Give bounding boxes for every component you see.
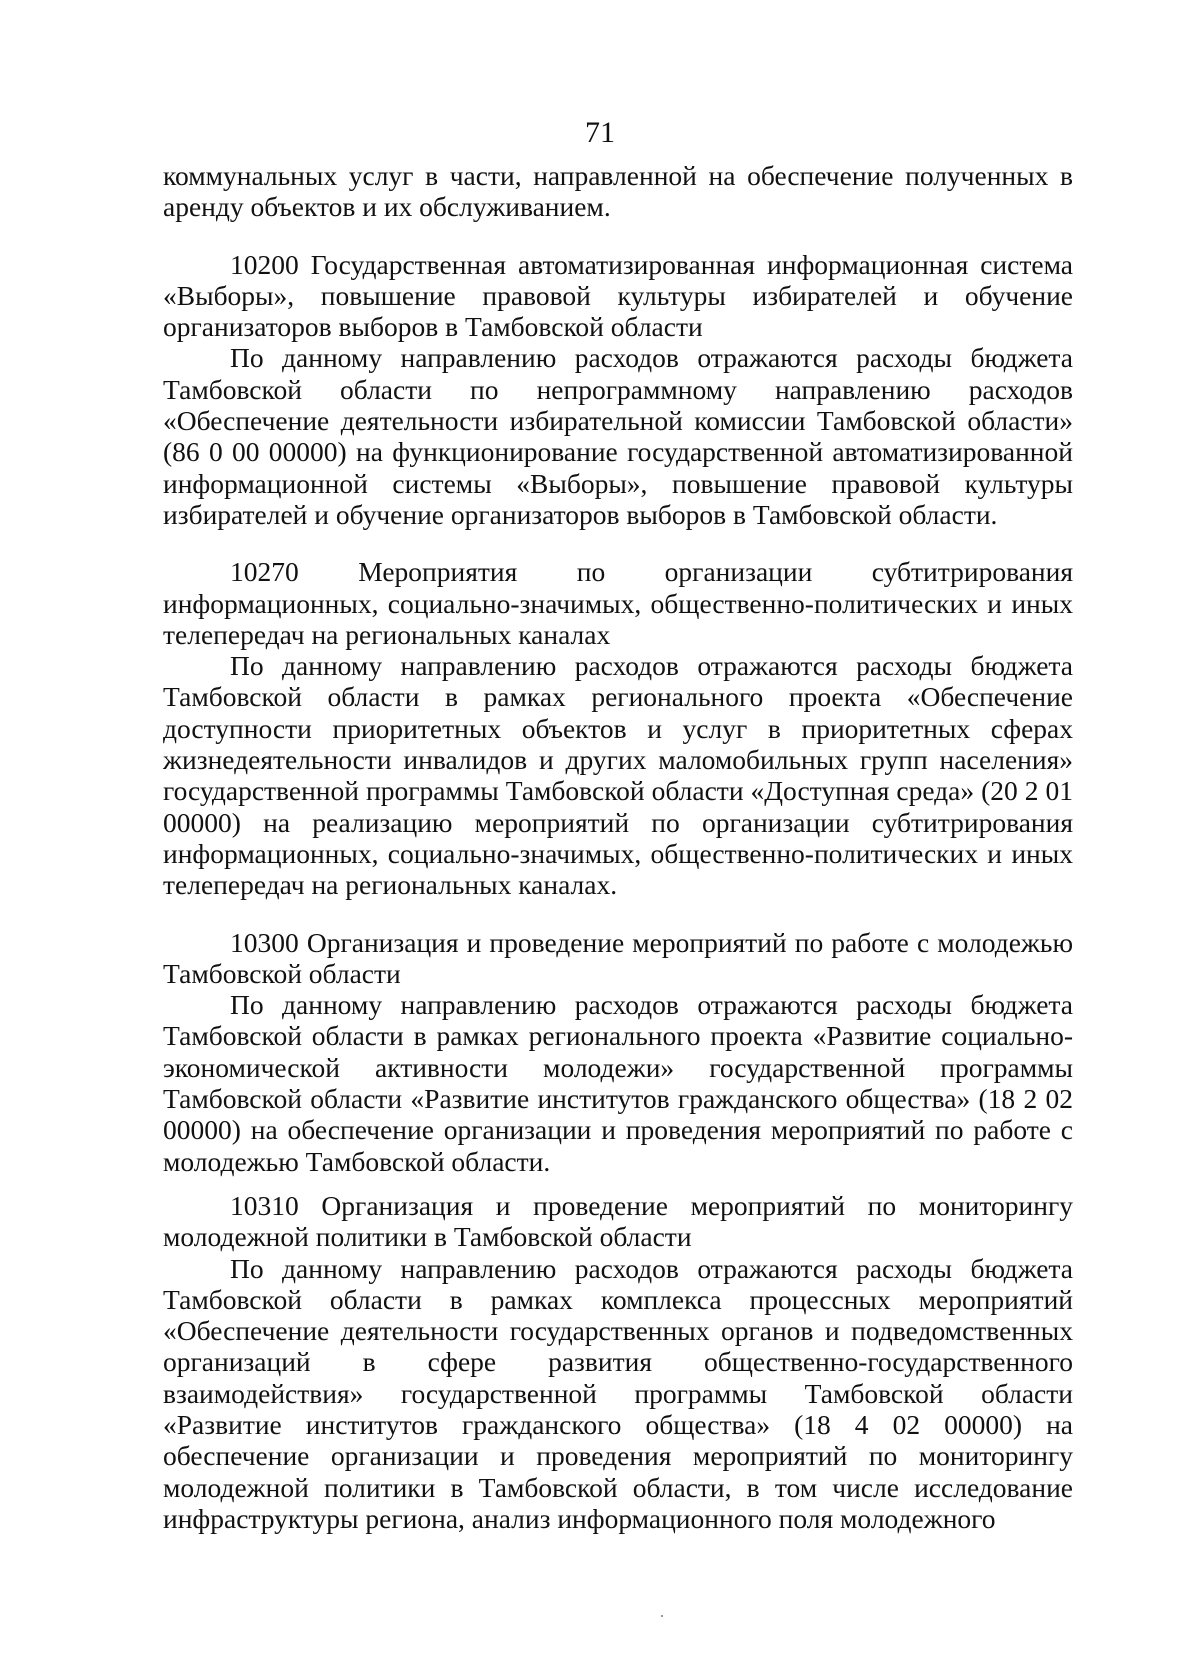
document-body (163, 160, 1073, 1534)
section-heading-10270: 10270 Мероприятия по организации субтитрирования информационных, социально-значимых, общественно-политических и иных телепередач на региональных каналах (163, 556, 1073, 650)
section-heading-10310: 10310 Организация и проведение мероприятий по мониторингу молодежной политики в Тамбовской области (163, 1189, 1073, 1253)
section-heading-10300: 10300 Организация и проведение мероприятий по работе с молодежью Тамбовской области (163, 926, 1073, 989)
section-body-10310: По данному направлению расходов отражаются расходы бюджета Тамбовской области в рамках комплекса процессных мероприятий «Обеспечение деятельности государственных органов и подведомственных организаций в сфере развития общественно-государственного взаимодействия» государственной программы Тамбовской области «Развитие институтов гражданского общества» (18 4 02 00000) на обеспечение организации и проведения мероприятий по мониторингу молодежной политики в Тамбовской области, в том числе исследование инфраструктуры региона, анализ информационного поля молодежного (163, 1252, 1073, 1534)
paragraph-continuation: коммунальных услуг в части, направленной на обеспечение полученных в аренду объектов и их обслуживанием. (163, 160, 1073, 223)
section-body-10300: По данному направлению расходов отражаются расходы бюджета Тамбовской области в рамках регионального проекта «Развитие социально-экономической активности молодежи» государственной программы Тамбовской области «Развитие институтов гражданского общества» (18 2 02 00000) на обеспечение организации и проведения мероприятий по работе с молодежью Тамбовской области. (163, 989, 1073, 1177)
scan-speck (661, 1615, 663, 1617)
section-body-10200: По данному направлению расходов отражаются расходы бюджета Тамбовской области по непрограммному направлению расходов «Обеспечение деятельности избирательной комиссии Тамбовской области» (86 0 00 00000) на функционирование государственной автоматизированной информационной системы «Выборы», повышение правовой культуры избирателей и обучение организаторов выборов в Тамбовской области. (163, 342, 1073, 530)
page-number: 71 (585, 116, 615, 149)
section-heading-10200: 10200 Государственная автоматизированная информационная система «Выборы», повышение правовой культуры избирателей и обучение организаторов выборов в Тамбовской области (163, 248, 1073, 343)
section-body-10270: По данному направлению расходов отражаются расходы бюджета Тамбовской области в рамках регионального проекта «Обеспечение доступности приоритетных объектов и услуг в приоритетных сферах жизнедеятельности инвалидов и других маломобильных групп населения» государственной программы Тамбовской области «Доступная среда» (20 2 01 00000) на реализацию мероприятий по организации субтитрирования информационных, социально-значимых, общественно-политических и иных телепередач на региональных каналах. (163, 650, 1073, 901)
